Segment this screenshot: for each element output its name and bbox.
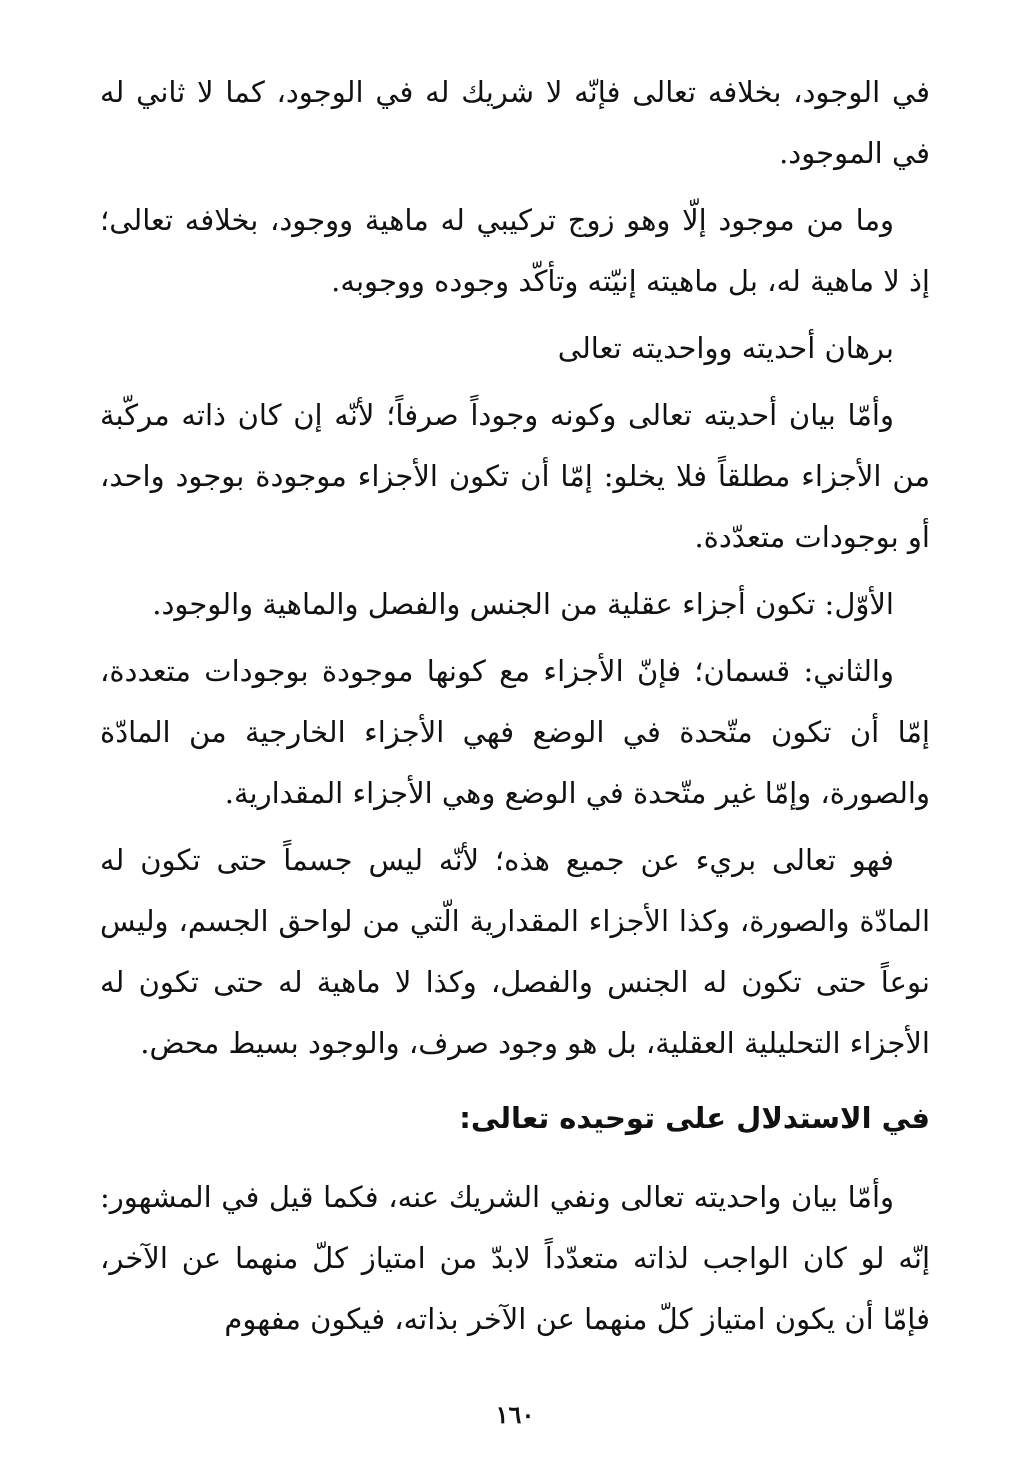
paragraph-7: وأمّا بيان واحديته تعالى ونفي الشريك عنه، فكما قيل في المشهور: إنّه لو كان الواجب لذاته متعدّداً لابدّ من امتياز كلّ منهما عن الآخر، فإمّا أن يكون امتياز كلّ منهما عن الآخر بذاته، فيكون مفهوم [100, 1180, 930, 1336]
page-number: ١٦٠ [495, 1400, 535, 1429]
paragraph-6: فهو تعالى بريء عن جميع هذه؛ لأنّه ليس جسماً حتى تكون له المادّة والصورة، وكذا الأجزاء المقدارية الّتي من لواحق الجسم، وليس نوعاً حتى تكون له الجنس والفصل، وكذا لا ماهية له حتى تكون له الأجزاء التحليلية العقلية، بل هو وجود صرف، والوجود بسيط محض. [100, 843, 930, 1060]
paragraph-2: وما من موجود إلّا وهو زوج تركيبي له ماهية ووجود، بخلافه تعالى؛ إذ لا ماهية له، بل ماهيته إنيّته وتأكّد وجوده ووجوبه. [100, 203, 930, 298]
paragraph-1: في الوجود، بخلافه تعالى فإنّه لا شريك له في الوجود، كما لا ثاني له في الموجود. [100, 75, 930, 170]
page-body [100, 62, 930, 1356]
paragraph-5: والثاني: قسمان؛ فإنّ الأجزاء مع كونها موجودة بوجودات متعددة، إمّا أن تكون متّحدة في الوضع فهي الأجزاء الخارجية من المادّة والصورة، وإمّا غير متّحدة في الوضع وهي الأجزاء المقدارية. [100, 654, 930, 810]
subheading-proof: برهان أحديته وواحديته تعالى [557, 331, 894, 365]
section-heading: في الاستدلال على توحيده تعالى: [459, 1101, 930, 1135]
paragraph-3: وأمّا بيان أحديته تعالى وكونه وجوداً صرفاً؛ لأنّه إن كان ذاته مركّبة من الأجزاء مطلقاً فلا يخلو: إمّا أن تكون الأجزاء موجودة بوجود واحد، أو بوجودات متعدّدة. [100, 398, 930, 554]
paragraph-4: الأوّل: تكون أجزاء عقلية من الجنس والفصل والماهية والوجود. [152, 587, 894, 621]
